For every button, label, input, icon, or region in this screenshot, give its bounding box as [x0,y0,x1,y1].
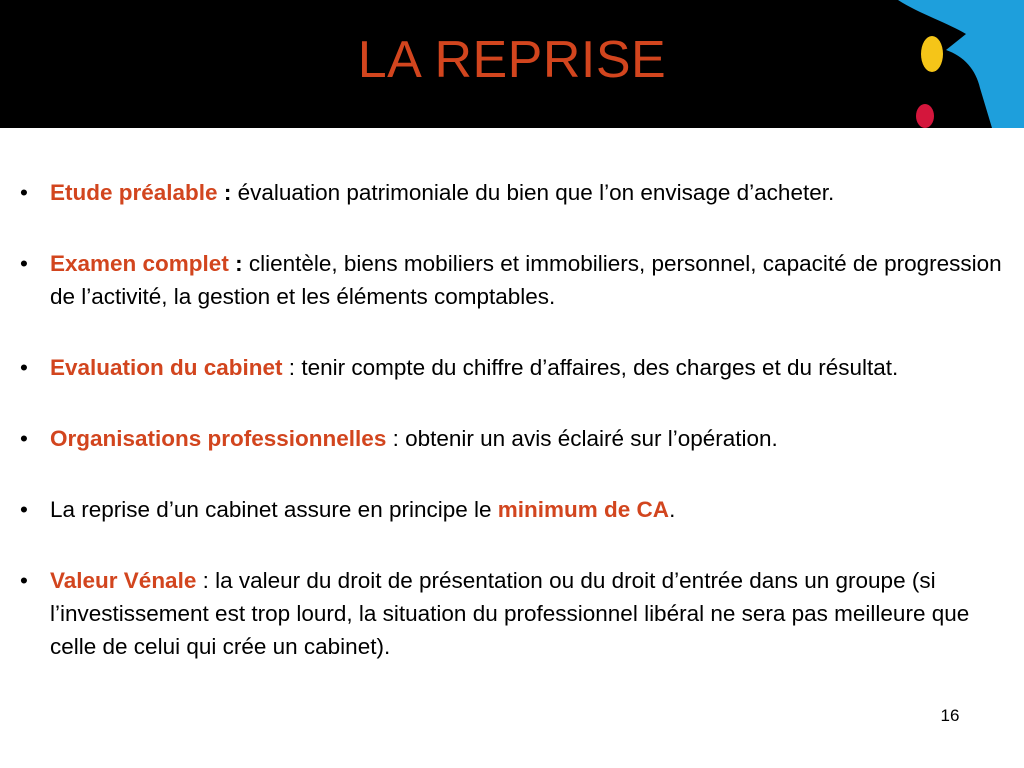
bullet-term: Valeur Vénale [50,568,197,593]
bullet-marker: • [20,251,28,276]
bullet-separator: : [228,251,249,276]
bullet-separator: : [196,568,216,593]
bullet-text: obtenir un avis éclairé sur l’opération. [405,426,778,451]
bullet-item-valeur-venale [14,564,1014,663]
logo-blue-shape [898,0,1024,128]
bullet-item-evaluation-cabinet [14,351,1014,384]
bullet-term: Examen complet [50,251,229,276]
bullet-suffix: . [669,497,676,522]
bullet-term: Etude préalable [50,180,218,205]
bullet-item-examen-complet [14,247,1014,313]
bullet-item-organisations-professionnelles [14,422,1014,455]
bullet-text: tenir compte du chiffre d’affaires, des charges et du résultat. [301,355,899,380]
bullet-separator: : [217,180,238,205]
bullet-text: la valeur du droit de présentation ou du droit d’entrée dans un groupe (si l’investissement est trop lourd, la situation du professionnel libéral ne sera pas meilleure que celle de celui qui crée un cabinet). [50,568,970,659]
bullet-marker: • [20,568,28,593]
bullet-marker: • [20,180,28,205]
bullet-marker: • [20,355,28,380]
organization-logo-icon [880,0,1024,128]
bullet-term: minimum de CA [497,497,670,522]
logo-red-dot [916,104,934,128]
bullet-item-reprise-cabinet [14,493,1014,526]
bullet-text: évaluation patrimoniale du bien que l’on envisage d’acheter. [237,180,835,205]
bullet-term: Organisations professionnelles [50,426,387,451]
bullet-separator: : [282,355,302,380]
bullet-item-etude-prealable [14,176,1014,209]
bullet-list [14,176,1014,701]
bullet-prefix: La reprise d’un cabinet assure en principe le [50,497,498,522]
slide-title: LA REPRISE [357,31,667,89]
page-number: 16 [940,706,960,725]
slide-header [0,0,1024,128]
bullet-separator: : [386,426,406,451]
bullet-marker: • [20,426,28,451]
bullet-term: Evaluation du cabinet [50,355,283,380]
logo-yellow-dot [921,36,943,72]
bullet-text: clientèle, biens mobiliers et immobiliers, personnel, capacité de progression de l’activité, la gestion et les éléments comptables. [50,251,1002,309]
bullet-marker: • [20,497,28,522]
